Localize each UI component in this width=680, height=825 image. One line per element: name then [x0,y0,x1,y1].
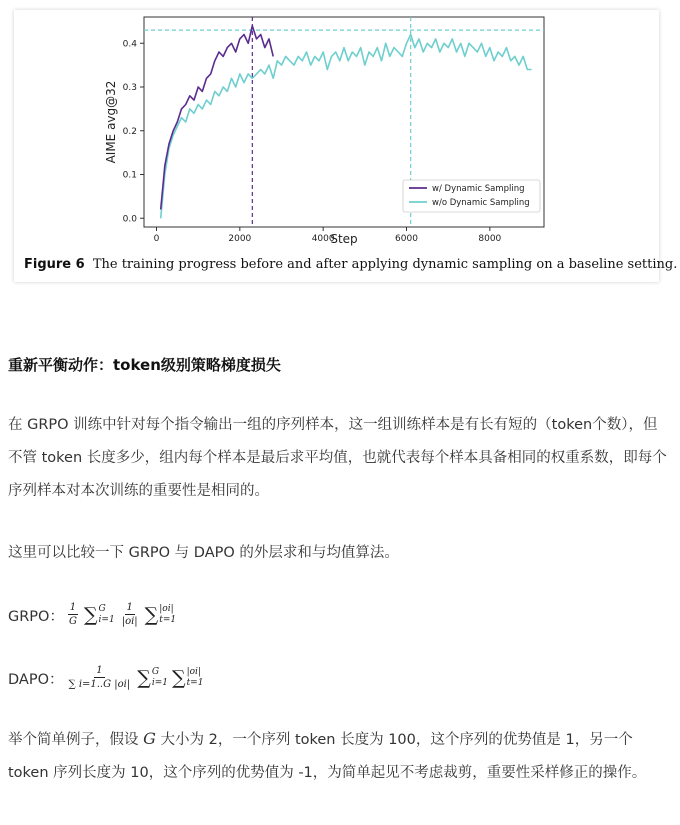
frac-denominator: ∑ i=1..G |oi| [68,679,131,690]
figure-caption [24,257,678,272]
example-text-after: 大小为 2，一个序列 token 长度为 100，这个序列的优势值是 1，另一个 token 序列长度为 10，这个序列的优势值为 -1，为简单起见不考虑裁剪，重要性采样修正的操作。 [8,732,647,781]
dapo-sum-over-t [172,667,203,689]
sigma-symbol: ∑ [83,604,98,626]
y-tick-label: 0.4 [122,39,137,50]
grpo-fraction-1-over-oi [120,602,140,628]
figure-label: Figure 6 [24,257,85,272]
section-heading: 重新平衡动作：token级别策略梯度损失 [8,356,281,374]
frac-numerator: 1 [126,602,133,613]
dapo-sum-over-i [137,667,168,689]
sigma-symbol: ∑ [171,667,186,689]
legend-label-with: w/ Dynamic Sampling [432,184,525,194]
x-tick-label: 0 [153,234,160,244]
figure-card [14,10,678,282]
training-progress-chart [14,10,659,250]
sum-lower: i=1 [151,678,168,688]
formula-dapo [8,656,205,700]
frac-denominator: G [68,616,77,627]
dapo-fraction-1-over-total-length [67,665,133,691]
paragraph-example [8,722,668,790]
sum-lower: t=1 [159,615,177,625]
sum-lower: t=1 [186,678,204,688]
formula-grpo [8,594,178,636]
sum-lower: i=1 [98,615,115,625]
formula-dapo-label: DAPO： [8,671,64,688]
x-axis-title: Step [330,232,358,246]
sigma-symbol: ∑ [144,604,159,626]
frac-numerator: 1 [69,602,77,613]
y-axis-title: AIME avg@32 [104,80,118,164]
sigma-symbol: ∑ [137,667,151,689]
frac-denominator: |oi| [121,616,138,627]
grpo-fraction-1-over-g [67,602,79,628]
paragraph-grpo-description: 在 GRPO 训练中针对每个指令输出一组的序列样本，这一组训练样本是有长有短的（token个数），但不管 token 长度多少，组内每个样本是最后求平均值，也就代表每个样本具备相同的权重系数，即每个序列样本对本次训练的重要性是相同的。 [8,417,667,499]
formula-grpo-label: GRPO： [8,608,64,625]
legend-label-without: w/o Dynamic Sampling [432,198,530,208]
example-text-before: 举个简单例子，假设 [8,732,144,748]
y-tick-label: 0.3 [122,83,137,93]
grpo-expression [64,602,178,628]
grpo-sum-over-i [84,604,115,626]
x-tick-label: 8000 [478,234,502,244]
grpo-sum-over-t [145,604,176,626]
frac-numerator: 1 [96,665,103,676]
x-tick-label: 6000 [395,234,418,244]
sum-upper: |oi| [159,604,174,614]
y-tick-label: 0.1 [122,170,137,181]
sum-upper: G [151,667,160,677]
figure-caption-text: The training progress before and after applying dynamic sampling on a baseline setting. [92,257,678,272]
dapo-expression [64,665,206,691]
x-tick-label: 2000 [228,234,252,244]
sum-upper: G [98,604,106,614]
legend [403,180,540,212]
x-tick-label: 4000 [311,234,335,244]
y-tick-label: 0.0 [122,214,137,225]
group-size-symbol: G [143,729,156,748]
sum-upper: |oi| [186,667,201,677]
y-tick-label: 0.2 [122,126,137,137]
paragraph-comparison-intro: 这里可以比较一下 GRPO 与 DAPO 的外层求和与均值算法。 [8,545,399,561]
